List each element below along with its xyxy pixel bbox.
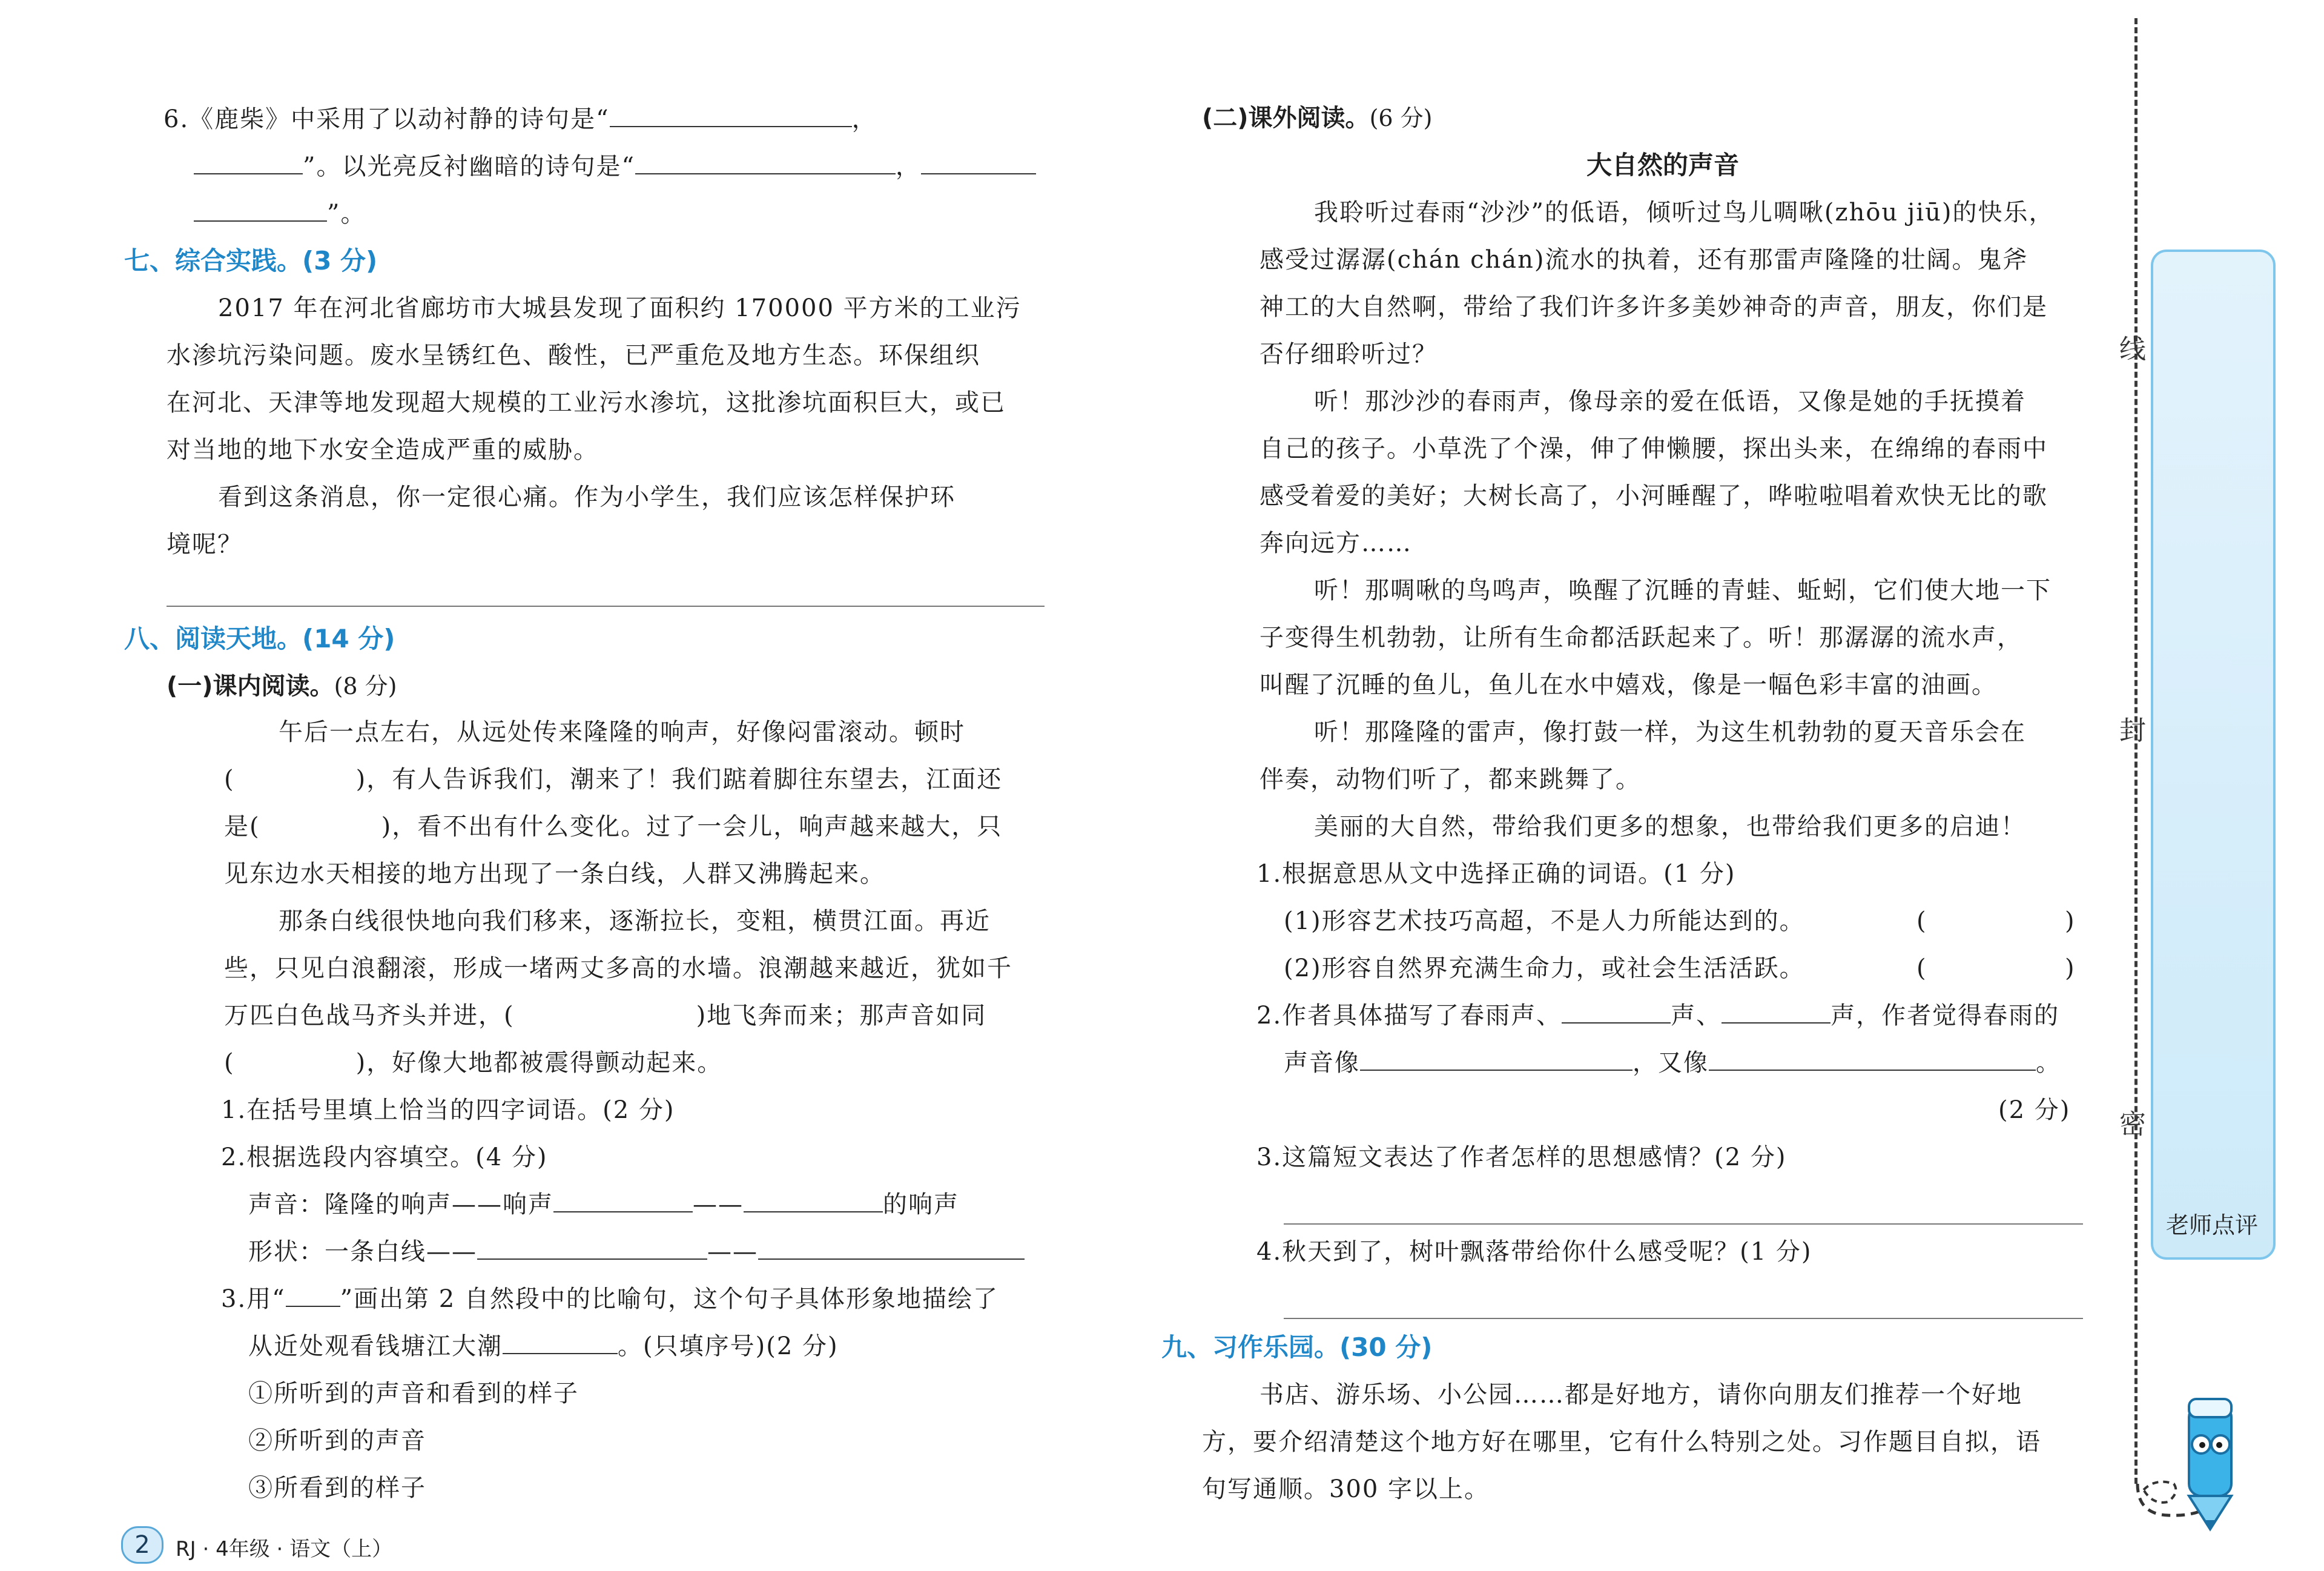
passage-p1-l1: 午后一点左右，从远处传来隆隆的响声，好像闷雷滚动。顿时 <box>279 718 965 746</box>
r-p3-l2: 子变得生机勃勃，让所有生命都活跃起来了。听！那潺潺的流水声， <box>1259 624 2022 652</box>
sec8-q1: 1.在括号里填上恰当的四字词语。(2 分) <box>221 1096 675 1124</box>
sec7-p1-l3: 在河北、天津等地发现超大规模的工业污水渗坑，这批渗坑面积巨大，或已 <box>167 389 1006 417</box>
answer-blank[interactable] <box>553 1185 693 1212</box>
r-q1-a-open[interactable]: ( <box>1916 907 1927 935</box>
sec8-q3-l2: 从近处观看钱塘江大潮 。(只填序号)(2 分) <box>248 1323 839 1370</box>
section-8-heading: 八、阅读天地。(14 分) <box>124 624 395 653</box>
answer-blank[interactable] <box>635 147 896 174</box>
r-q1-b: (2)形容自然界充满生命力，或社会生活活跃。 <box>1284 954 1805 982</box>
footer-edition: RJ · 4年级 · 语文（上） <box>176 1537 393 1561</box>
sec8-q2-shape: 形状：一条白线—— —— <box>248 1228 1025 1275</box>
answer-blank[interactable] <box>194 194 327 222</box>
page-number-badge: 2 <box>121 1526 163 1564</box>
sub-heading-extra: (二)课外阅读。(6 分) <box>1202 104 1433 132</box>
r-p2-l3: 感受着爱的美好；大树长高了，小河睡醒了，哗啦啦唱着欢快无比的歌 <box>1259 482 2048 510</box>
option-3: ③所看到的样子 <box>248 1474 426 1502</box>
sec7-p1-l2: 水渗坑污染问题。废水呈锈红色、酸性，已严重危及地方生态。环保组织 <box>167 342 980 369</box>
r-p1-l4: 否仔细聆听过？ <box>1259 340 1438 368</box>
sec7-p2-l1: 看到这条消息，你一定很心痛。作为小学生，我们应该怎样保护环 <box>218 483 956 511</box>
r-p1-l2: 感受过潺潺(chán chán)流水的执着，还有那雷声隆隆的壮阔。鬼斧 <box>1259 246 2029 274</box>
r-p2-l4: 奔向远方…… <box>1259 529 1412 557</box>
q6-line3: ”。 <box>194 190 366 237</box>
sec8-q2-sound: 声音：隆隆的响声——响声 —— 的响声 <box>248 1181 959 1228</box>
option-1: ①所听到的声音和看到的样子 <box>248 1380 579 1407</box>
teacher-comment-box[interactable] <box>2151 250 2276 1260</box>
r-p1-l1: 我聆听过春雨“沙沙”的低语，倾听过鸟儿啁啾(zhōu jiū)的快乐， <box>1314 199 2055 227</box>
sec7-p1-l1: 2017 年在河北省廊坊市大城县发现了面积约 170000 平方米的工业污 <box>218 294 1022 322</box>
section-9-heading: 九、习作乐园。(30 分) <box>1161 1332 1433 1362</box>
passage-p2-l1: 那条白线很快地向我们移来，逐渐拉长，变粗，横贯江面。再近 <box>279 907 991 935</box>
sec9-l1: 书店、游乐场、小公园……都是好地方，请你向朋友们推荐一个好地 <box>1259 1381 2022 1409</box>
answer-blank[interactable] <box>758 1232 1025 1260</box>
passage-p2-l2: 些，只见白浪翻滚，形成一堵两丈多高的水墙。浪潮越来越近，犹如千 <box>224 954 1012 982</box>
passage-title: 大自然的声音 <box>1586 150 1740 180</box>
answer-line[interactable] <box>1284 1223 2083 1225</box>
r-p3-l3: 叫醒了沉睡的鱼儿，鱼儿在水中嬉戏，像是一幅色彩丰富的油画。 <box>1259 671 1997 699</box>
answer-line[interactable] <box>167 606 1045 607</box>
r-q1-b-open[interactable]: ( <box>1916 954 1927 982</box>
r-q1-b-close: ) <box>2065 954 2076 982</box>
teacher-comment-label: 老师点评 <box>2165 1212 2258 1239</box>
sub-heading-inclass: (一)课内阅读。(8 分) <box>167 672 397 700</box>
r-q2-score: (2 分) <box>1998 1096 2071 1124</box>
passage-p1-l2: ( )，有人告诉我们，潮来了！我们踮着脚往东望去，江面还 <box>224 766 1003 793</box>
answer-blank[interactable] <box>477 1232 707 1260</box>
r-q2-l1: 2.作者具体描写了春雨声、 声、 声，作者觉得春雨的 <box>1256 992 2059 1039</box>
answer-blank[interactable] <box>503 1326 618 1354</box>
answer-blank[interactable] <box>1722 996 1830 1024</box>
r-p3-l1: 听！那啁啾的鸟鸣声，唤醒了沉睡的青蛙、蚯蚓，它们使大地一下 <box>1314 577 2052 604</box>
sec8-q3-l1: 3.用“ ”画出第 2 自然段中的比喻句，这个句子具体形象地描绘了 <box>221 1275 999 1323</box>
r-p5-l1: 美丽的大自然，带给我们更多的想象，也带给我们更多的启迪！ <box>1314 813 2026 841</box>
binding-dashed-line <box>2134 18 2137 1484</box>
sec7-p1-l4: 对当地的地下水安全造成严重的威胁。 <box>167 436 599 464</box>
margin-char-seal: 封 <box>2119 715 2146 746</box>
sec8-q2: 2.根据选段内容填空。(4 分) <box>221 1143 548 1171</box>
underline-sample <box>286 1279 340 1307</box>
answer-blank[interactable] <box>610 99 852 127</box>
answer-blank[interactable] <box>744 1185 883 1212</box>
sec7-p2-l2: 境呢？ <box>167 531 243 558</box>
answer-blank[interactable] <box>1562 996 1671 1024</box>
r-q1-a: (1)形容艺术技巧高超，不是人力所能达到的。 <box>1284 907 1805 935</box>
r-q4: 4.秋天到了，树叶飘落带给你什么感受呢？(1 分) <box>1256 1238 1812 1266</box>
margin-char-secret: 密 <box>2119 1109 2146 1140</box>
q6-line2: ”。以光亮反衬幽暗的诗句是“ ， <box>194 143 1036 190</box>
passage-p1-l4: 见东边水天相接的地方出现了一条白线，人群又沸腾起来。 <box>224 860 885 888</box>
r-p2-l2: 自己的孩子。小草洗了个澡，伸了伸懒腰，探出头来，在绵绵的春雨中 <box>1259 435 2048 463</box>
sec9-l3: 句写通顺。300 字以上。 <box>1202 1475 1490 1503</box>
r-q1-a-close: ) <box>2065 907 2076 935</box>
r-q1: 1.根据意思从文中选择正确的词语。(1 分) <box>1256 860 1736 888</box>
r-p2-l1: 听！那沙沙的春雨声，像母亲的爱在低语，又像是她的手抚摸着 <box>1314 388 2026 415</box>
answer-blank[interactable] <box>921 147 1036 174</box>
passage-p2-l3: 万匹白色战马齐头并进，( )地飞奔而来；那声音如同 <box>224 1002 987 1030</box>
r-p4-l1: 听！那隆隆的雷声，像打鼓一样，为这生机勃勃的夏天音乐会在 <box>1314 718 2026 746</box>
option-2: ②所听到的声音 <box>248 1427 426 1455</box>
answer-blank[interactable] <box>1360 1043 1632 1071</box>
r-p1-l3: 神工的大自然啊，带给了我们许多许多美妙神奇的声音，朋友，你们是 <box>1259 293 2048 321</box>
q6-line1: 6.《鹿柴》中采用了以动衬静的诗句是“ ， <box>163 96 877 143</box>
pencil-mascot-icon <box>2131 1387 2277 1538</box>
section-7-heading: 七、综合实践。(3 分) <box>124 246 378 276</box>
q6-text: 6.《鹿柴》中采用了以动衬静的诗句是“ <box>163 105 610 133</box>
passage-p2-l4: ( )，好像大地都被震得颤动起来。 <box>224 1049 723 1077</box>
answer-blank[interactable] <box>194 147 303 174</box>
margin-char-line: 线 <box>2119 334 2146 365</box>
answer-blank[interactable] <box>1709 1043 2036 1071</box>
r-q3: 3.这篇短文表达了作者怎样的思想感情？(2 分) <box>1256 1143 1787 1171</box>
r-p4-l2: 伴奏，动物们听了，都来跳舞了。 <box>1259 766 1641 793</box>
sec9-l2: 方，要介绍清楚这个地方好在哪里，它有什么特别之处。习作题目自拟，语 <box>1202 1428 2041 1456</box>
answer-line[interactable] <box>1284 1318 2083 1319</box>
passage-p1-l3: 是( )，看不出有什么变化。过了一会儿，响声越来越大，只 <box>224 813 1003 841</box>
r-q2-l2: 声音像 ，又像 。 <box>1284 1039 2061 1086</box>
